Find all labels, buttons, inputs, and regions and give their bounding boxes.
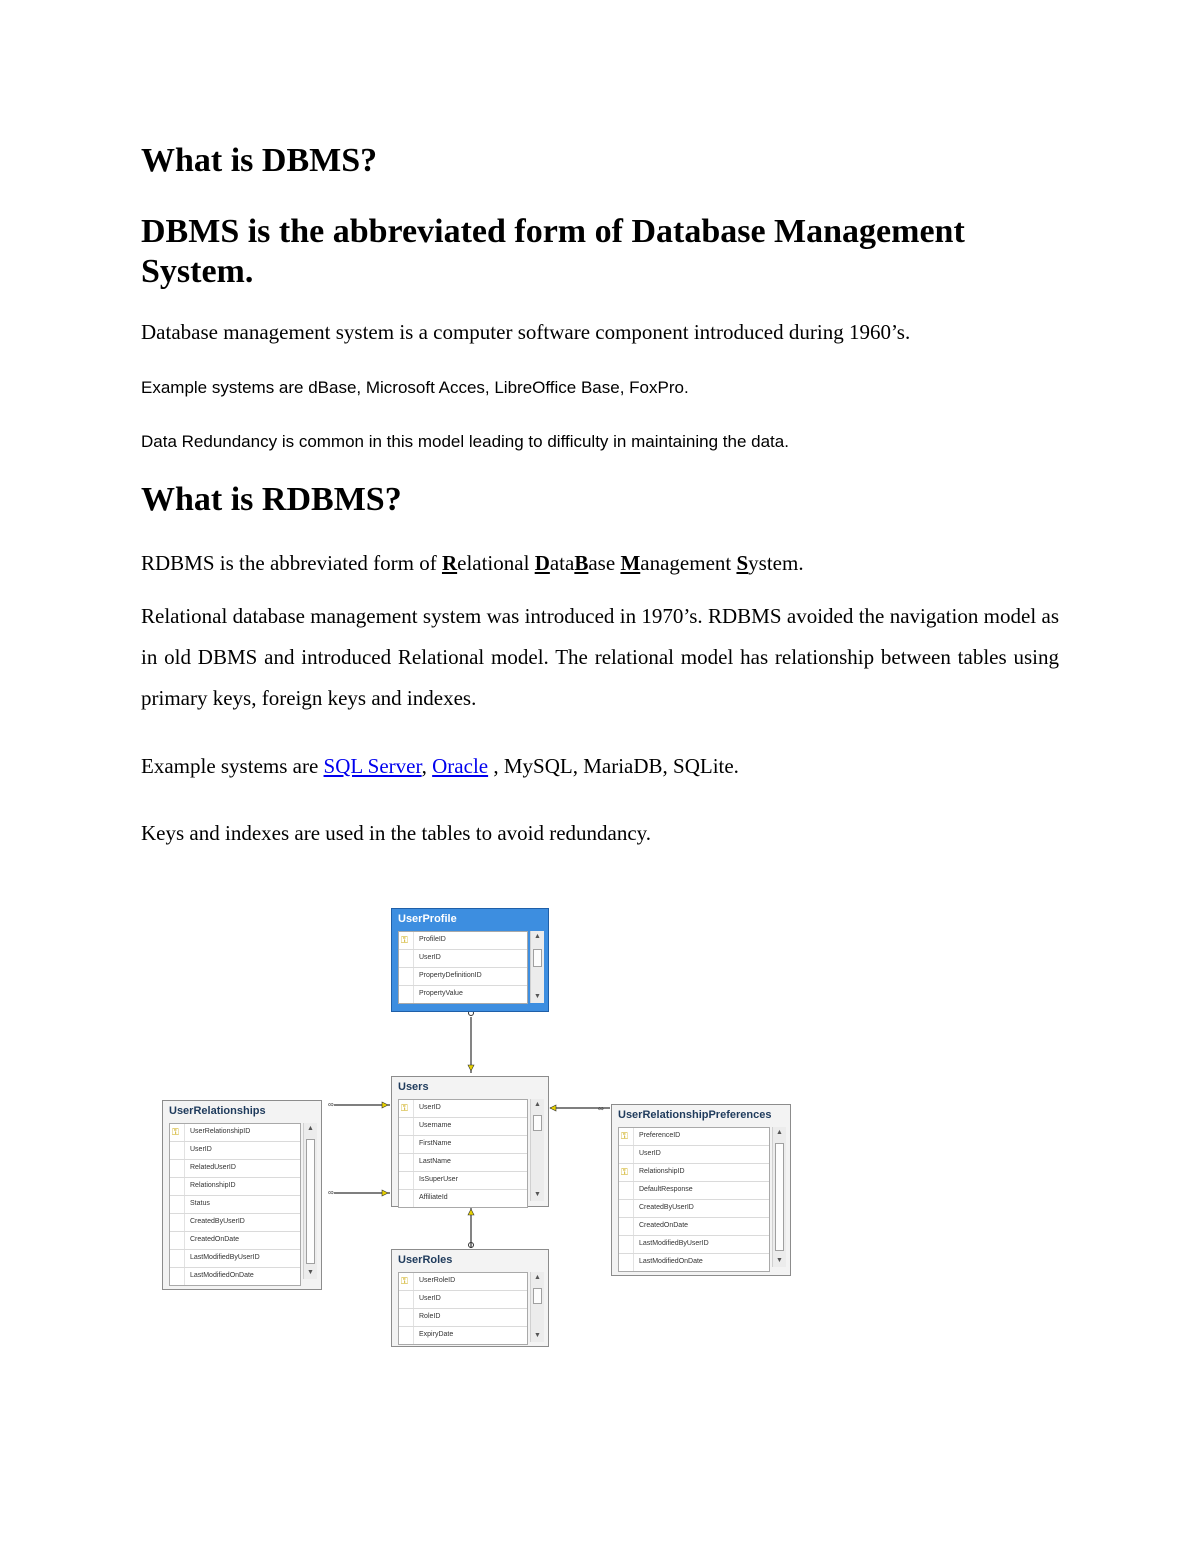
column-name: FirstName (419, 1140, 452, 1147)
cap-m: M (620, 551, 641, 575)
column-name: LastModifiedByUserID (190, 1254, 260, 1261)
scroll-up-icon[interactable]: ▲ (534, 933, 541, 940)
column-row[interactable] (619, 1182, 769, 1200)
column-name: LastModifiedOnDate (190, 1272, 254, 1279)
column-name: PreferenceID (639, 1132, 681, 1139)
rdbms-description-paragraph: Relational database management system was introduced in 1970’s. RDBMS avoided the navigation model as in old DBMS and introduced Relational model. The relational model has relationship between tables using primary keys, foreign keys and indexes. (141, 604, 1059, 710)
scroll-thumb[interactable] (306, 1139, 315, 1264)
rdbms-definition-paragraph (141, 543, 1059, 584)
column-name: CreatedByUserID (639, 1204, 694, 1211)
column-name: PropertyValue (419, 990, 463, 997)
column-row[interactable] (170, 1178, 300, 1196)
table-scrollbar[interactable] (530, 1272, 544, 1342)
column-name: CreatedByUserID (190, 1218, 245, 1225)
column-name: UserID (419, 1104, 441, 1111)
column-row[interactable] (170, 1268, 300, 1285)
scroll-up-icon[interactable]: ▲ (534, 1101, 541, 1108)
table-scrollbar[interactable] (772, 1127, 786, 1267)
column-row[interactable] (619, 1218, 769, 1236)
column-name: RelationshipID (639, 1168, 685, 1175)
column-name: DefaultResponse (639, 1186, 693, 1193)
column-name: AffiliateId (419, 1194, 448, 1201)
oracle-link[interactable]: Oracle (432, 754, 489, 778)
column-row[interactable] (399, 1136, 527, 1154)
column-name: RoleID (419, 1313, 441, 1320)
infinity-marker: ∞ (328, 1100, 334, 1109)
table-title: UserRelationships (169, 1105, 266, 1117)
cap-r: R (441, 551, 458, 575)
table-scrollbar[interactable] (530, 1099, 544, 1201)
column-row[interactable] (399, 1309, 527, 1327)
key-icon: ⚿ (621, 1167, 628, 1177)
column-name: UserRoleID (419, 1277, 456, 1284)
table-title: UserProfile (398, 913, 457, 925)
column-name: Username (419, 1122, 452, 1129)
table-rows (618, 1127, 770, 1272)
column-name: UserID (639, 1150, 661, 1157)
rdbms-examples-paragraph (141, 746, 1059, 787)
column-row[interactable] (399, 1291, 527, 1309)
scroll-up-icon[interactable]: ▲ (534, 1274, 541, 1281)
column-name: RelationshipID (190, 1182, 236, 1189)
scroll-up-icon[interactable]: ▲ (776, 1129, 783, 1136)
column-name: CreatedOnDate (190, 1236, 240, 1243)
heading-what-is-rdbms: What is RDBMS? (141, 481, 402, 518)
column-name: LastModifiedByUserID (639, 1240, 709, 1247)
examples-prefix: Example systems are (141, 754, 324, 778)
table-title: Users (398, 1081, 429, 1093)
table-title: UserRelationshipPreferences (618, 1109, 772, 1121)
word-ata: ata (549, 551, 575, 575)
rdbms-def-prefix: RDBMS is the abbreviated form of (141, 551, 442, 575)
column-row[interactable] (399, 932, 527, 950)
column-name: IsSuperUser (419, 1176, 458, 1183)
key-icon: ⚿ (172, 1127, 179, 1137)
column-row[interactable] (170, 1142, 300, 1160)
column-row[interactable] (170, 1250, 300, 1268)
column-row[interactable] (399, 1154, 527, 1172)
column-row[interactable] (170, 1124, 300, 1142)
scroll-thumb[interactable] (533, 1288, 542, 1304)
column-row[interactable] (619, 1146, 769, 1164)
word-elational: elational (457, 551, 535, 575)
column-row[interactable] (399, 1172, 527, 1190)
table-userrelationships[interactable] (162, 1100, 322, 1290)
column-name: ProfileID (419, 936, 446, 943)
word-ase: ase (588, 551, 621, 575)
column-name: UserID (419, 954, 441, 961)
column-name: RelatedUserID (190, 1164, 236, 1171)
table-rows (398, 1272, 528, 1345)
column-row[interactable] (619, 1254, 769, 1271)
key-marker (550, 1105, 556, 1111)
key-marker (468, 1065, 474, 1071)
column-row[interactable] (399, 1190, 527, 1207)
key-icon: ⚿ (401, 935, 408, 945)
word-ystem: ystem. (748, 551, 804, 575)
column-row[interactable] (619, 1164, 769, 1182)
table-title: UserRoles (398, 1254, 453, 1266)
column-row[interactable] (399, 950, 527, 968)
dbms-examples-paragraph: Example systems are dBase, Microsoft Acces, LibreOffice Base, FoxPro. (141, 378, 689, 397)
cap-d: D (534, 551, 550, 575)
column-row[interactable] (399, 1327, 527, 1344)
column-name: UserRelationshipID (190, 1128, 251, 1135)
column-name: ExpiryDate (419, 1331, 454, 1338)
scroll-down-icon[interactable]: ▼ (534, 1191, 541, 1198)
scroll-down-icon[interactable]: ▼ (534, 1332, 541, 1339)
column-row[interactable] (399, 1273, 527, 1291)
table-userprofile[interactable] (391, 908, 549, 1012)
column-name: LastName (419, 1158, 451, 1165)
heading-dbms-definition: DBMS is the abbreviated form of Database Management System. (141, 213, 965, 290)
scroll-down-icon[interactable]: ▼ (307, 1269, 314, 1276)
column-name: Status (190, 1200, 210, 1207)
dbms-intro-paragraph: Database management system is a computer software component introduced during 1960’s. (141, 320, 911, 344)
key-marker (382, 1102, 388, 1108)
column-name: UserID (419, 1295, 441, 1302)
table-userrelationshippreferences[interactable] (611, 1104, 791, 1276)
dbms-redundancy-paragraph: Data Redundancy is common in this model leading to difficulty in maintaining the data. (141, 432, 789, 451)
column-name: CreatedOnDate (639, 1222, 689, 1229)
key-icon: ⚿ (621, 1131, 628, 1141)
table-userroles[interactable] (391, 1249, 549, 1347)
column-row[interactable] (399, 968, 527, 986)
key-icon: ⚿ (401, 1276, 408, 1286)
column-row[interactable] (170, 1160, 300, 1178)
column-row[interactable] (399, 1100, 527, 1118)
key-marker (468, 1209, 474, 1215)
column-row[interactable] (619, 1236, 769, 1254)
scroll-up-icon[interactable]: ▲ (307, 1125, 314, 1132)
database-schema-diagram (160, 905, 800, 1350)
key-marker (382, 1190, 388, 1196)
scroll-thumb[interactable] (533, 949, 542, 967)
table-scrollbar[interactable] (530, 931, 544, 1003)
column-row[interactable] (170, 1196, 300, 1214)
key-icon: ⚿ (401, 1103, 408, 1113)
word-anagement: anagement (640, 551, 737, 575)
column-name: LastModifiedOnDate (639, 1258, 703, 1265)
heading-what-is-dbms: What is DBMS? (141, 142, 378, 179)
cap-s: S (736, 551, 749, 575)
cap-b: B (574, 551, 589, 575)
column-name: UserID (190, 1146, 212, 1153)
column-row[interactable] (399, 986, 527, 1003)
table-users[interactable] (391, 1076, 549, 1207)
scroll-down-icon[interactable]: ▼ (534, 993, 541, 1000)
scroll-thumb[interactable] (775, 1143, 784, 1251)
scroll-down-icon[interactable]: ▼ (776, 1257, 783, 1264)
column-row[interactable] (170, 1214, 300, 1232)
scroll-thumb[interactable] (533, 1115, 542, 1131)
examples-separator: , (421, 754, 433, 778)
sql-server-link[interactable]: SQL Server (323, 754, 422, 778)
infinity-marker: ∞ (598, 1104, 604, 1113)
column-row[interactable] (399, 1118, 527, 1136)
column-row[interactable] (619, 1200, 769, 1218)
table-rows (169, 1123, 301, 1286)
column-name: PropertyDefinitionID (419, 972, 482, 979)
column-row[interactable] (170, 1232, 300, 1250)
examples-suffix: , MySQL, MariaDB, SQLite. (488, 754, 739, 778)
table-scrollbar[interactable] (303, 1123, 317, 1279)
infinity-marker: ∞ (328, 1188, 334, 1197)
column-row[interactable] (619, 1128, 769, 1146)
keys-indexes-paragraph: Keys and indexes are used in the tables to avoid redundancy. (141, 821, 652, 845)
table-rows (398, 1099, 528, 1208)
table-rows (398, 931, 528, 1004)
